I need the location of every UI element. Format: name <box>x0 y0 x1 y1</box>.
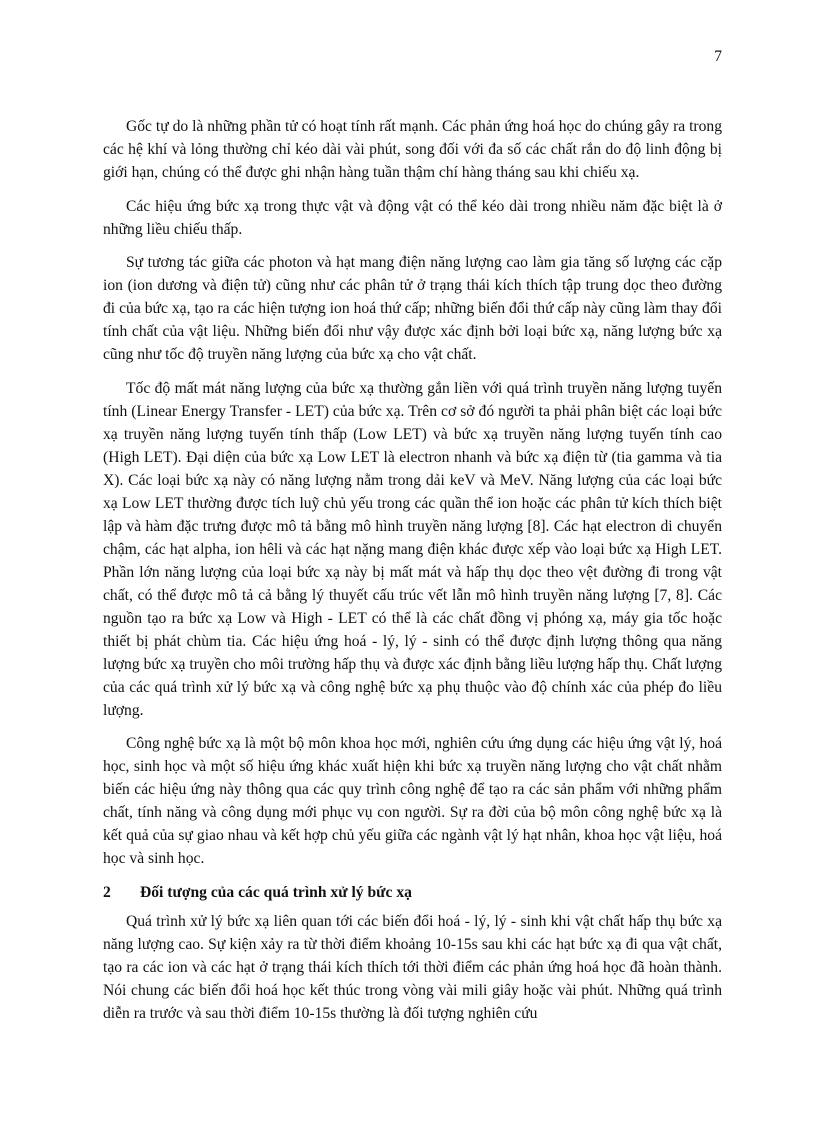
section-heading <box>103 881 722 904</box>
section-title: Đối tượng của các quá trình xử lý bức xạ <box>140 883 412 901</box>
paragraph: Các hiệu ứng bức xạ trong thực vật và động vật có thể kéo dài trong nhiều năm đặc biệt là ở những liều chiếu thấp. <box>103 197 722 238</box>
paragraph: Công nghệ bức xạ là một bộ môn khoa học mới, nghiên cứu ứng dụng các hiệu ứng vật lý, hoá học, sinh học và một số hiệu ứng khác xuất hiện khi bức xạ truyền năng lượng cho vật chất nhằm biến các hiệu ứng này thông qua các quy trình công nghệ để tạo ra các sản phẩm với những phẩm chất, tính năng và công dụng mới phục vụ con người. Sự ra đời của bộ môn công nghệ bức xạ là kết quả của sự giao nhau và kết hợp chủ yếu giữa các ngành vật lý hạt nhân, khoa học vật liệu, hoá học và sinh học. <box>103 735 722 867</box>
paragraph: Quá trình xử lý bức xạ liên quan tới các biến đổi hoá - lý, lý - sinh khi vật chất hấp thụ bức xạ năng lượng cao. Sự kiện xảy ra từ thời điểm khoảng 10-15s sau khi các hạt bức xạ đi qua vật chất, tạo ra các ion và các hạt ở trạng thái kích thích tới thời điểm các phản ứng hoá học đã hoàn thành. Nói chung các biến đổi hoá học kết thúc trong vòng vài mili giây hoặc vài phút. Những quá trình diễn ra trước và sau thời điểm 10-15s thường là đối tượng nghiên cứu <box>103 912 722 1022</box>
page-number: 7 <box>714 48 722 65</box>
paragraph: Gốc tự do là những phần tử có hoạt tính rất mạnh. Các phản ứng hoá học do chúng gây ra trong các hệ khí và lỏng thường chỉ kéo dài vài phút, song đối với đa số các chất rắn do độ linh động bị giới hạn, chúng có thể được ghi nhận hàng tuần thậm chí hàng tháng sau khi chiếu xạ. <box>103 118 722 181</box>
section-number: 2 <box>103 883 111 901</box>
paragraph: Tốc độ mất mát năng lượng của bức xạ thường gắn liền với quá trình truyền năng lượng tuyến tính (Linear Energy Transfer - LET) của bức xạ. Trên cơ sở đó người ta phải phân biệt các loại bức xạ truyền năng lượng tuyến tính thấp (Low LET) và bức xạ truyền năng lượng tuyến tính cao (High LET). Đại diện của bức xạ Low LET là electron nhanh và bức xạ điện từ (tia gamma và tia X). Các loại bức xạ này có năng lượng nằm trong dải keV và MeV. Năng lượng của các loại bức xạ Low LET thường được tích luỹ chủ yếu trong các quần thể ion hoặc các phân tử kích thích biệt lập và hàm đặc trưng được mô tả bằng mô hình truyền năng lượng [8]. Các hạt electron di chuyển chậm, các hạt alpha, ion hêli và các hạt nặng mang điện khác được xếp vào loại bức xạ High LET. Phần lớn năng lượng của loại bức xạ này bị mất mát và hấp thụ dọc theo vệt đường đi trong vật chất, có thể được mô tả cả bằng lý thuyết cấu trúc vết lẫn mô hình truyền năng lượng [7, 8]. Các nguồn tạo ra bức xạ Low và High - LET có thể là các chất đồng vị phóng xạ, máy gia tốc hoặc thiết bị phát chùm tia. Các hiệu ứng hoá - lý, lý - sinh có thể được định lượng thông qua năng lượng bức xạ truyền cho môi trường hấp thụ và được xác định bằng liều lượng hấp thụ. Chất lượng của các quá trình xử lý bức xạ và công nghệ bức xạ phụ thuộc vào độ chính xác của phép đo liều lượng. <box>103 379 722 719</box>
body-text <box>103 115 722 1035</box>
paragraph: Sự tương tác giữa các photon và hạt mang điện năng lượng cao làm gia tăng số lượng các cặp ion (ion dương và điện tử) cũng như các phân tử ở trạng thái kích thích tập trung dọc theo đường đi của bức xạ, tạo ra các hiện tượng ion hoá thứ cấp; những biến đổi thứ cấp này cũng làm thay đổi tính chất của vật liệu. Những biến đổi như vậy được xác định bởi loại bức xạ, năng lượng bức xạ cũng như tốc độ truyền năng lượng của bức xạ cho vật chất. <box>103 254 722 363</box>
